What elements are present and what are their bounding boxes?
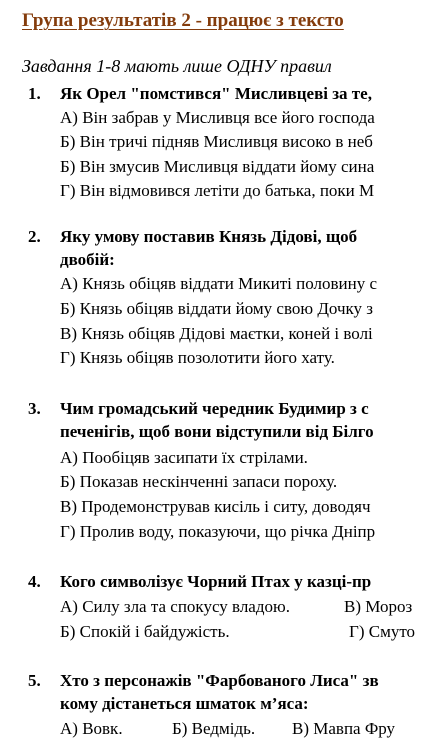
answer-option: А) Силу зла та спокусу владою. (60, 597, 290, 616)
question-number: 3. (28, 399, 41, 418)
answer-option: Б) Князь обіцяв віддати йому свою Дочку з (60, 299, 374, 318)
question-number: 2. (28, 227, 41, 246)
answer-option: В) Продемонстрував кисіль і ситу, доводяч (60, 497, 371, 516)
answer-option: Г) Смуто (349, 622, 416, 641)
answer-option: А) Князь обіцяв віддати Микиті половину с (60, 274, 378, 293)
question-number: 1. (28, 84, 41, 103)
question-text: Яку умову поставив Князь Дідові, щоб (60, 227, 358, 246)
question-text: Як Орел "помстився" Мисливцеві за те, (60, 84, 372, 103)
question-text: Хто з персонажів "Фарбованого Лиса" зв (60, 671, 379, 690)
question-text: Чим громадський чередник Будимир з с (60, 399, 369, 418)
question-number: 4. (28, 572, 41, 591)
answer-option: Б) Ведмідь. (172, 719, 256, 738)
question-text: кому дістанеться шматок м’яса: (60, 694, 309, 713)
instructions: Завдання 1-8 мають лише ОДНУ правил (22, 56, 332, 76)
answer-option: Б) Він змусив Мисливця віддати йому сина (60, 157, 375, 176)
answer-option: В) Мороз (344, 597, 413, 616)
question-text: печенігів, щоб вони відступили від Білго (60, 422, 374, 441)
question-text: Кого символізує Чорний Птах у казці-пр (60, 572, 372, 591)
answer-option: Г) Князь обіцяв позолотити його хату. (60, 348, 335, 367)
question-text: двобій: (60, 250, 115, 269)
answer-option: Г) Він відмовився летіти до батька, поки М (60, 181, 375, 200)
answer-option: А) Пообіцяв засипати їх стрілами. (60, 448, 308, 467)
answer-option: В) Князь обіцяв Дідові маєтки, коней і волі (60, 324, 373, 343)
page-title: Група результатів 2 - працює з тексто (22, 10, 344, 31)
answer-option: Г) Пролив воду, показуючи, що річка Дніпр (60, 522, 376, 541)
answer-option: Б) Він тричі підняв Мисливця високо в неб (60, 132, 373, 151)
answer-option: В) Мавпа Фру (292, 719, 396, 738)
answer-option: Б) Показав нескінченні запаси пороху. (60, 472, 338, 491)
question-number: 5. (28, 671, 41, 690)
answer-option: Б) Спокій і байдужість. (60, 622, 230, 641)
answer-option: А) Він забрав у Мисливця все його господа (60, 108, 375, 127)
answer-option: А) Вовк. (60, 719, 123, 738)
